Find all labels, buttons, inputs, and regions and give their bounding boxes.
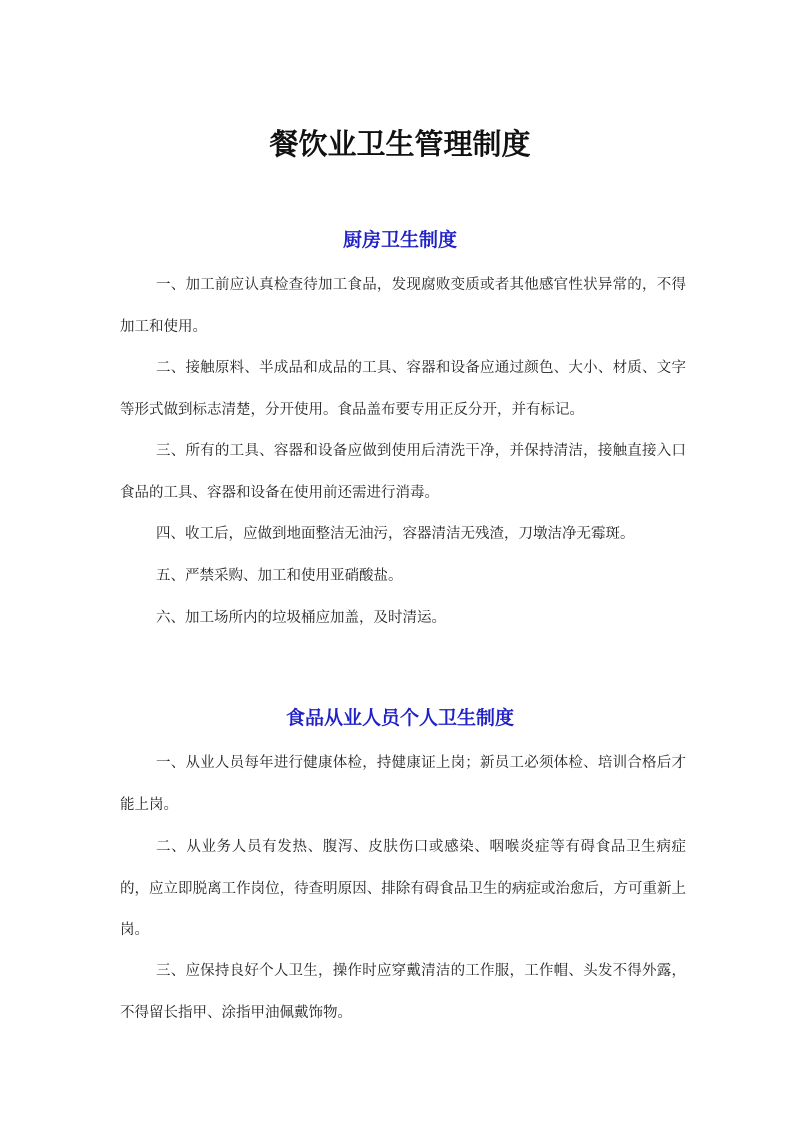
section-title-kitchen-hygiene: 厨房卫生制度 bbox=[342, 229, 457, 251]
paragraph: 一、加工前应认真检查待加工食品，发现腐败变质或者其他感官性状异常的，不得加工和使用。 bbox=[120, 277, 686, 335]
paragraph: 二、接触原料、半成品和成品的工具、容器和设备应通过颜色、大小、材质、文字等形式做到标志清楚，分开使用。食品盖布要专用正反分开，并有标记。 bbox=[120, 360, 686, 418]
paragraph: 三、应保持良好个人卫生，操作时应穿戴清洁的工作服，工作帽、头发不得外露，不得留长指甲、涂指甲油佩戴饰物。 bbox=[120, 963, 686, 1021]
paragraph: 六、加工场所内的垃圾桶应加盖，及时清运。 bbox=[156, 610, 446, 626]
paragraph: 五、严禁采购、加工和使用亚硝酸盐。 bbox=[156, 568, 403, 584]
document-title: 餐饮业卫生管理制度 bbox=[269, 127, 531, 161]
paragraph: 三、所有的工具、容器和设备应做到使用后清洗干净，并保持清洁，接触直接入口食品的工具、容器和设备在使用前还需进行消毒。 bbox=[120, 443, 686, 501]
section-title-staff-hygiene: 食品从业人员个人卫生制度 bbox=[285, 707, 514, 729]
paragraph: 四、收工后，应做到地面整洁无油污，容器清洁无残渣，刀墩洁净无霉斑。 bbox=[156, 526, 635, 542]
paragraph: 二、从业务人员有发热、腹泻、皮肤伤口或感染、咽喉炎症等有碍食品卫生病症的，应立即脱离工作岗位，待查明原因、排除有碍食品卫生的病症或治愈后，方可重新上岗。 bbox=[120, 839, 686, 938]
paragraph: 一、从业人员每年进行健康体检，持健康证上岗；新员工必须体检、培训合格后才能上岗。 bbox=[120, 755, 686, 813]
